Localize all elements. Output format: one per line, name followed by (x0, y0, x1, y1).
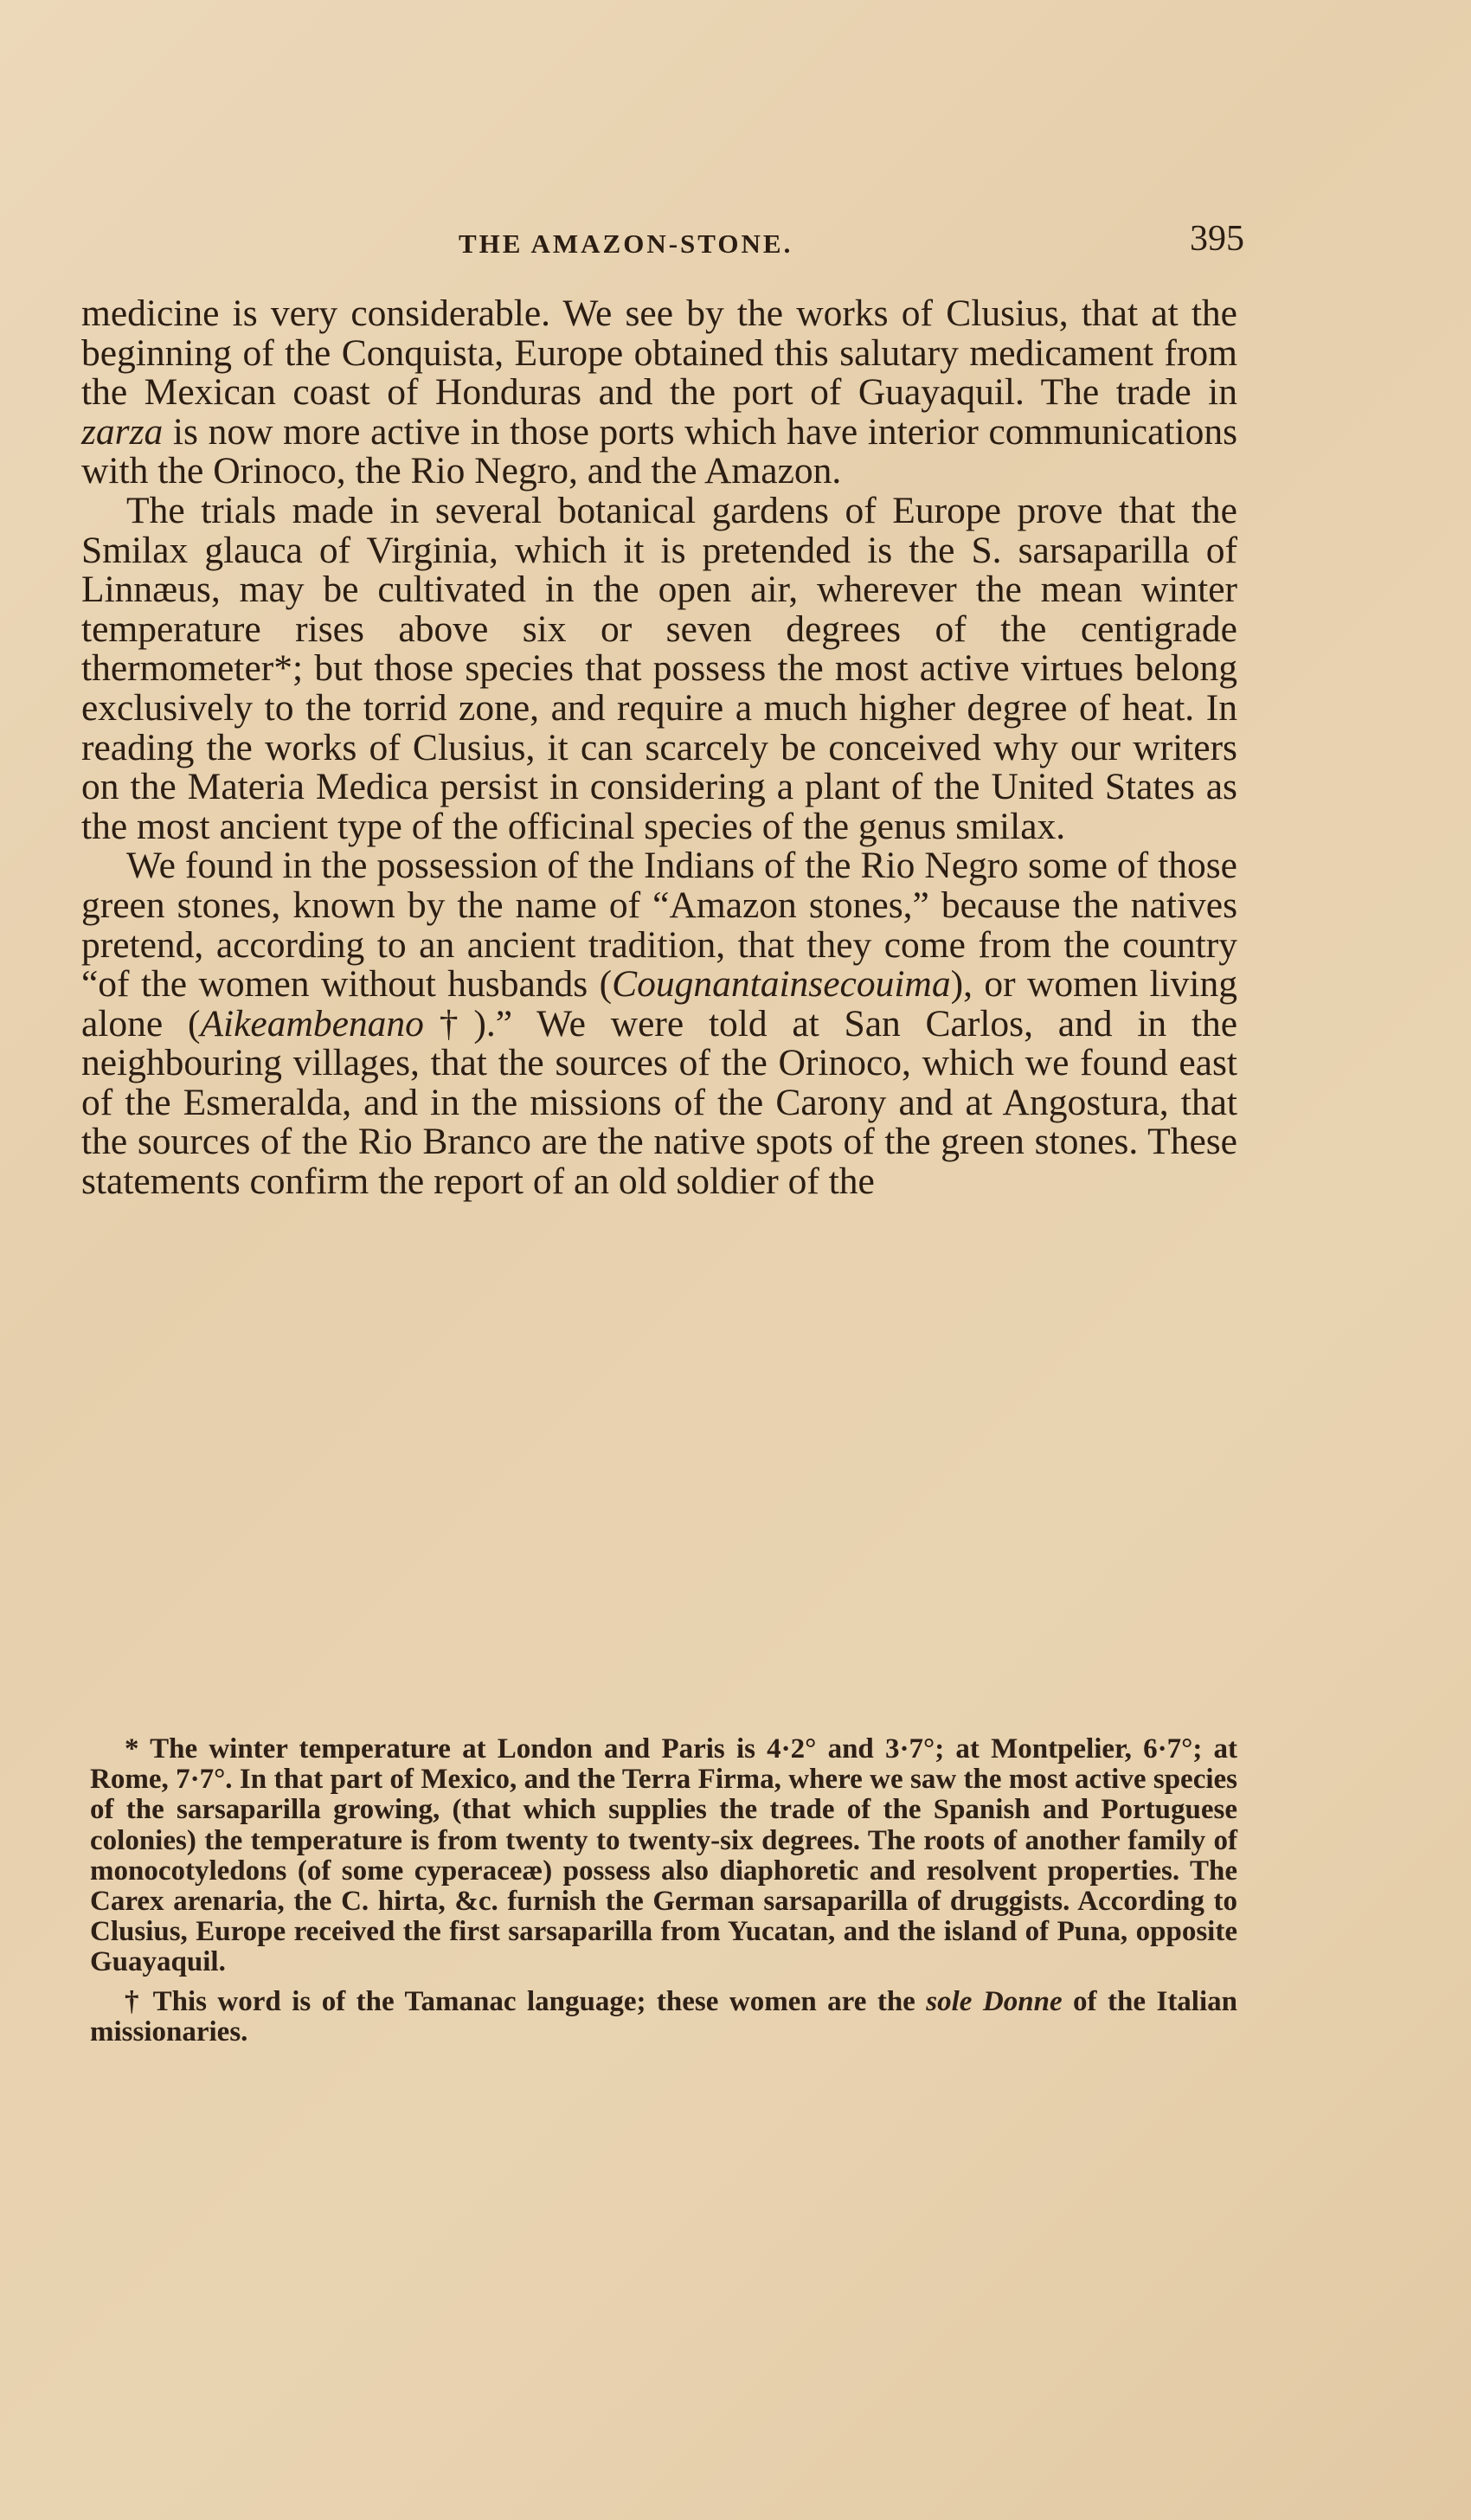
footnotes (90, 1734, 1237, 2056)
paragraph-3-italic-2: Aikeambenano (200, 1002, 424, 1045)
paragraph-3 (81, 846, 1237, 1201)
footnote-2-text-b: of the Italian missionaries. (90, 1985, 1237, 2048)
footnote-1: * The winter temperature at London and Paris is 4·2° and 3·7°; at Montpelier, 6·7°; at Rome, 7·7°. In that part of Mexico, and the Terra Firma, where we saw the most active species of the sarsaparilla growing, (that which supplies the trade of the Spanish and Portuguese colonies) the temperature is from twenty to twenty-six degrees. The roots of another family of monocotyledons (of some cyperaceæ) possess also diaphoretic and resolvent properties. The Carex arenaria, the C. hirta, &c. furnish the German sarsaparilla of druggists. According to Clusius, Europe received the first sarsaparilla from Yucatan, and the island of Puna, opposite Guayaquil. (90, 1733, 1237, 1978)
body-text (81, 294, 1237, 1202)
footnote-2 (90, 1987, 1237, 2048)
paragraph-1-italic: zarza (81, 410, 164, 453)
paragraph-1-tail: is now more active in those ports which have interior communications with the Orinoco, the Rio Negro, and the Amazon. (81, 410, 1237, 492)
paragraph-1-text: medicine is very considerable. We see by the works of Clusius, that at the beginning of the Conquista, Europe obtained this salutary medicament from the Mexican coast of Honduras and the port of Guayaquil. The trade in (81, 292, 1237, 414)
running-head-title: THE AMAZON-STONE. (459, 228, 793, 259)
page-number: 395 (1190, 219, 1244, 259)
paragraph-3-text-c: †).” We were told at San Carlos, and in the neighbouring villages, that the sources of the Orinoco, which we found east of the Esmeralda, and in the missions of the Carony and at Angostura, that the sources of the Rio Branco are the native spots of the green stones. These statements confirm the report of an old soldier of the (81, 1002, 1237, 1203)
footnote-2-italic: sole Donne (926, 1985, 1063, 2017)
paragraph-1 (81, 294, 1237, 492)
footnote-2-text-a: † This word is of the Tamanac language; these women are the (125, 1985, 927, 2017)
paragraph-3-text-a: We found in the possession of the Indians of the Rio Negro some of those green stones, known by the name of “Amazon stones,” because the natives pretend, according to an ancient tradition, that they come from the country “of the women without husbands ( (81, 845, 1237, 1006)
paragraph-2: The trials made in several botanical gardens of Europe prove that the Smilax glauca of Virginia, which it is pretended is the S. sarsaparilla of Linnæus, may be cultivated in the open air, wherever the mean winter temperature rises above six or seven degrees of the centigrade thermometer*; but those species that possess the most active virtues belong exclusively to the torrid zone, and require a much higher degree of heat. In reading the works of Clusius, it can scarcely be conceived why our writers on the Materia Medica persist in considering a plant of the United States as the most ancient type of the officinal species of the genus smilax. (81, 489, 1237, 847)
paragraph-3-text-b: ), or women living alone ( (81, 963, 1237, 1045)
running-head (87, 218, 1253, 270)
paragraph-3-italic-1: Cougnantainsecouima (612, 963, 951, 1006)
